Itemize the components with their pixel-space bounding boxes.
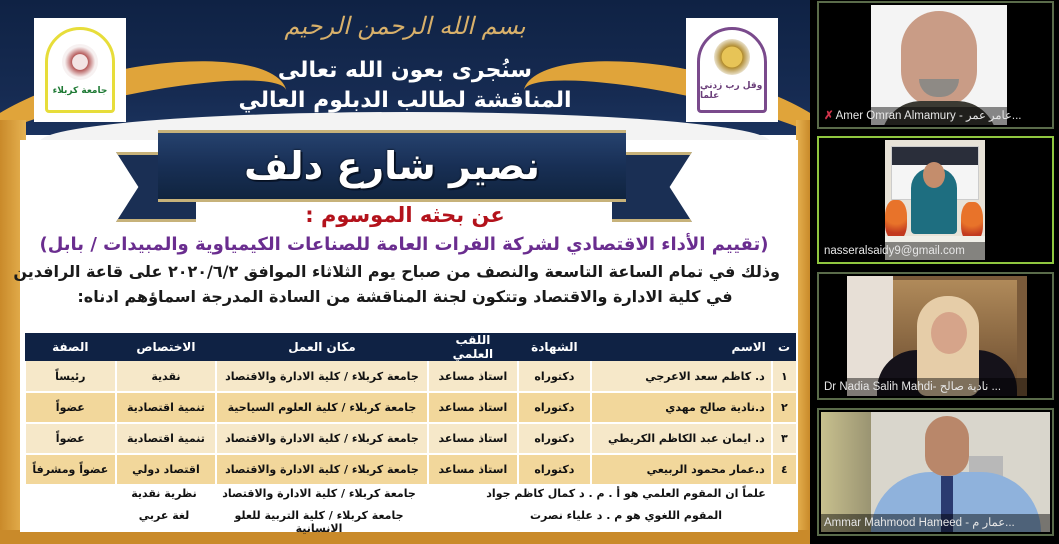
note-text: علماً ان المقوم العلمي هو أ . م . د كمال كاظم جواد	[486, 487, 766, 500]
logo-emblem-icon	[45, 27, 115, 113]
table-row	[25, 454, 796, 485]
column-header-rank: اللقب العلمي	[428, 333, 519, 361]
table-header-row	[25, 333, 796, 361]
column-header-name: الاسم	[591, 333, 772, 361]
college-logo	[686, 18, 778, 122]
cell-role: عضواً ومشرفاً	[25, 454, 116, 485]
cell-workplace: جامعة كربلاء / كلية الادارة والاقتصاد	[216, 423, 427, 454]
participant-tile[interactable]	[817, 1, 1054, 129]
note-workplace: جامعة كربلاء / كلية التربية للعلو الانسانية	[234, 509, 404, 535]
defense-time-location: وذلك في تمام الساعة التاسعة والنصف من صباح يوم الثلاثاء الموافق ٢٠٢٠/٦/٢ على قاعة الرافدين	[13, 262, 780, 281]
cell-number: ٤	[772, 454, 796, 485]
basmala-calligraphy: بسم الله الرحمن الرحيم	[284, 12, 526, 40]
column-header-number: ت	[772, 333, 796, 361]
cell-rank: استاذ مساعد	[428, 423, 519, 454]
participants-video-panel	[812, 0, 1059, 544]
cell-specialization: اقتصاد دولي	[116, 454, 217, 485]
participant-name-label	[821, 378, 1050, 396]
note-specialization: نظرية نقدية	[131, 487, 197, 500]
committee-table	[24, 333, 796, 486]
participant-head	[925, 416, 969, 476]
microphone-muted-icon: ✗	[824, 110, 834, 122]
cell-name: د. كاظم سعد الاعرجي	[591, 361, 772, 392]
logo-seal-icon	[714, 39, 750, 75]
note-workplace: جامعة كربلاء / كلية الادارة والاقتصاد	[222, 487, 416, 500]
student-name: نصير شارع دلف	[244, 144, 540, 188]
cell-number: ١	[772, 361, 796, 392]
cell-name: د.عمار محمود الربيعي	[591, 454, 772, 485]
note-specialization: لغة عربي	[138, 509, 190, 522]
cell-specialization: نقدية	[116, 361, 217, 392]
participant-head	[923, 162, 945, 188]
participant-name: nasseralsaidy9@gmail.com	[824, 245, 965, 257]
cell-degree: دكتوراه	[518, 423, 590, 454]
cell-workplace: جامعة كربلاء / كلية العلوم السياحية	[216, 392, 427, 423]
cell-role: رئيساً	[25, 361, 116, 392]
participant-tile-active-speaker[interactable]	[817, 136, 1054, 264]
cell-degree: دكتوراه	[518, 392, 590, 423]
participant-name-label	[821, 107, 1050, 125]
logo-caption: وقل رب زدني علما	[700, 81, 763, 101]
cell-workplace: جامعة كربلاء / كلية الادارة والاقتصاد	[216, 361, 427, 392]
column-header-specialization: الاختصاص	[116, 333, 217, 361]
flower-vase	[885, 200, 907, 240]
cell-name: د.نادية صالح مهدي	[591, 392, 772, 423]
participant-name: Ammar Mahmood Hameed - عمار م...	[824, 517, 1015, 529]
scientific-reviewer-note	[24, 484, 796, 506]
table-row	[25, 392, 796, 423]
column-header-role: الصفة	[25, 333, 116, 361]
cell-rank: استاذ مساعد	[428, 454, 519, 485]
logo-seal-icon	[62, 44, 98, 80]
participant-name: Dr Nadia Salih Mahdi- نادية صالح ...	[824, 381, 1002, 393]
announcement-subheadline: المناقشة لطالب الدبلوم العالي	[238, 88, 572, 113]
cell-rank: استاذ مساعد	[428, 361, 519, 392]
participant-name-label	[821, 242, 1050, 260]
thesis-title: (تقييم الأداء الاقتصادي لشركة الفرات العامة للصناعات الكيمياوية والمبيدات / بابل)	[39, 234, 769, 255]
cell-name: د. ايمان عبد الكاظم الكريطي	[591, 423, 772, 454]
table-row	[25, 361, 796, 392]
thesis-intro: عن بحثه الموسوم :	[305, 203, 505, 227]
cell-workplace: جامعة كربلاء / كلية الادارة والاقتصاد	[216, 454, 427, 485]
participant-name-label	[821, 514, 1050, 532]
participant-tile[interactable]	[817, 408, 1054, 536]
language-reviewer-note	[24, 506, 796, 535]
cell-degree: دكتوراه	[518, 361, 590, 392]
column-header-degree: الشهادة	[518, 333, 590, 361]
cell-specialization: تنمية اقتصادية	[116, 392, 217, 423]
announcement-headline: سنُجرى بعون الله تعالى	[277, 58, 533, 83]
column-header-workplace: مكان العمل	[216, 333, 427, 361]
university-of-karbala-logo	[34, 18, 126, 122]
participant-name: Amer Omran Almamury - عامر عمر...	[835, 110, 1022, 122]
table-row	[25, 423, 796, 454]
cell-degree: دكتوراه	[518, 454, 590, 485]
cell-number: ٢	[772, 392, 796, 423]
name-ribbon-banner	[158, 130, 626, 202]
cell-number: ٣	[772, 423, 796, 454]
committee-intro: في كلية الادارة والاقتصاد وتتكون لجنة المناقشة من السادة المدرجة اسماؤهم ادناه:	[77, 287, 733, 306]
cell-role: عضواً	[25, 423, 116, 454]
decorative-border	[796, 120, 810, 544]
participant-head	[931, 312, 967, 354]
participant-tile[interactable]	[817, 272, 1054, 400]
cell-specialization: تنمية اقتصادية	[116, 423, 217, 454]
logo-caption: جامعة كربلاء	[52, 86, 108, 96]
cell-role: عضواً	[25, 392, 116, 423]
logo-emblem-icon	[697, 27, 767, 113]
note-text: المقوم اللغوي هو م . د علياء نصرت	[529, 509, 723, 522]
cell-rank: استاذ مساعد	[428, 392, 519, 423]
